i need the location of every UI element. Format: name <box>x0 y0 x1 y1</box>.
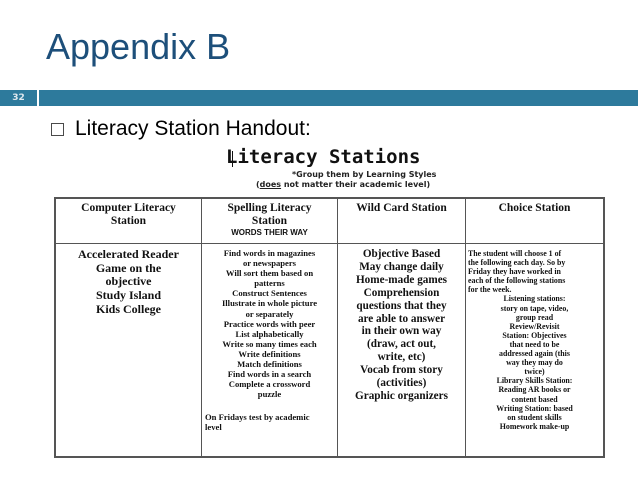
cell-line: May change daily <box>359 260 444 273</box>
cell-line: Listening stations: <box>503 294 566 304</box>
cell-line: level <box>205 422 222 433</box>
cell-line: way they may do <box>506 358 563 368</box>
cell-line: questions that they <box>356 299 447 312</box>
column-body <box>58 248 199 317</box>
cell-line: on student skills <box>507 412 562 422</box>
cell-line: group read <box>515 312 554 322</box>
cell-line: write, etc) <box>377 351 426 364</box>
cell-line: the following each day. So by <box>468 258 566 268</box>
column-body <box>468 249 601 431</box>
cell-line: Home-made games <box>355 273 448 286</box>
cell-line: Friday they have worked in <box>468 267 561 277</box>
cell-line: Accelerated Reader <box>78 247 179 261</box>
cell-line: The student will choose 1 of <box>468 249 562 258</box>
header-line: Station <box>110 215 147 227</box>
header-line: Wild Card Station <box>356 202 447 214</box>
header-line: Spelling Literacy <box>227 202 312 214</box>
cell-line: Review/Revisit <box>509 321 560 331</box>
cell-line: puzzle <box>257 389 282 400</box>
cell-line: Station: Objectives <box>502 330 567 340</box>
bullet-text: Literacy Station Handout: <box>75 117 311 140</box>
cell-line: for the week. <box>468 285 512 295</box>
bullet-icon <box>51 123 64 136</box>
column-spelling-literacy <box>201 199 337 456</box>
cell-line: Study Island <box>95 288 162 303</box>
column-header <box>338 202 465 215</box>
cell-line: Practice words with peer <box>223 318 316 329</box>
cell-line: List alphabetically <box>235 328 304 339</box>
subtitle-2-underlined: does <box>259 180 282 189</box>
cell-line: Library Skills Station: <box>496 376 573 386</box>
column-header <box>202 202 337 238</box>
cell-line: Find words in magazines <box>223 248 316 258</box>
header-subtitle: WORDS THEIR WAY <box>231 228 308 237</box>
cell-line: Reading AR books or <box>498 385 571 395</box>
cell-line: twice) <box>524 367 545 377</box>
column-wild-card <box>337 199 465 456</box>
cell-line: in their own way <box>361 325 442 338</box>
subtitle-2-post: not matter their academic level) <box>281 180 431 189</box>
cell-line: (activities) <box>376 377 427 390</box>
column-header <box>56 202 201 228</box>
subtitle-2-pre: ( <box>256 180 260 189</box>
handout-subtitle-1: *Group them by Learning Styles <box>292 170 437 179</box>
column-footer <box>205 412 335 432</box>
cell-line: patterns <box>254 278 285 289</box>
header-line: Choice Station <box>498 202 571 214</box>
cell-line: Vocab from story <box>360 364 443 377</box>
cell-line: Write so many times each <box>222 338 317 349</box>
cell-line: Comprehension <box>363 286 440 299</box>
cell-line: that need to be <box>509 339 560 349</box>
column-body <box>340 248 463 403</box>
cell-line: objective <box>105 274 152 289</box>
cell-line: Will sort them based on <box>225 268 314 279</box>
cell-line: each of the following stations <box>468 276 566 286</box>
cell-line: content based <box>511 394 558 404</box>
slide-title: Appendix B <box>46 26 231 67</box>
column-header <box>466 202 603 215</box>
slide-number: 32 <box>0 90 37 106</box>
cell-line: Graphic organizers <box>355 389 448 402</box>
cell-line: or newspapers <box>242 258 297 269</box>
cell-line: Illustrate in whole picture <box>221 298 318 309</box>
cell-line: Objective Based <box>362 248 441 260</box>
header-line: Computer Literacy <box>81 202 176 214</box>
cell-line: Game on the <box>95 260 162 275</box>
cell-line: Kids College <box>96 301 161 316</box>
column-computer-literacy <box>56 199 201 456</box>
header-line: Station <box>251 215 288 227</box>
cell-line: Writing Station: based <box>496 403 573 413</box>
cell-line: Homework make-up <box>499 421 570 431</box>
cell-line: (draw, act out, <box>367 338 436 351</box>
cell-line: or separately <box>245 308 294 319</box>
cell-line: On Fridays test by academic <box>205 412 310 422</box>
column-body <box>204 248 335 399</box>
title-rule <box>39 90 638 106</box>
cell-line: Match definitions <box>237 359 302 370</box>
handout-title: Literacy Stations <box>226 146 421 168</box>
cell-line: Find words in a search <box>227 369 312 380</box>
cell-line: story on tape, video, <box>500 303 569 313</box>
column-choice <box>465 199 603 456</box>
handout-subtitle-2 <box>256 180 430 189</box>
stations-table <box>54 197 605 458</box>
cell-line: Write definitions <box>238 348 301 359</box>
cell-line: addressed again (this <box>499 349 570 359</box>
cell-line: are able to answer <box>357 312 446 325</box>
cell-line: Complete a crossword <box>228 379 311 390</box>
cell-line: Construct Sentences <box>232 288 307 299</box>
